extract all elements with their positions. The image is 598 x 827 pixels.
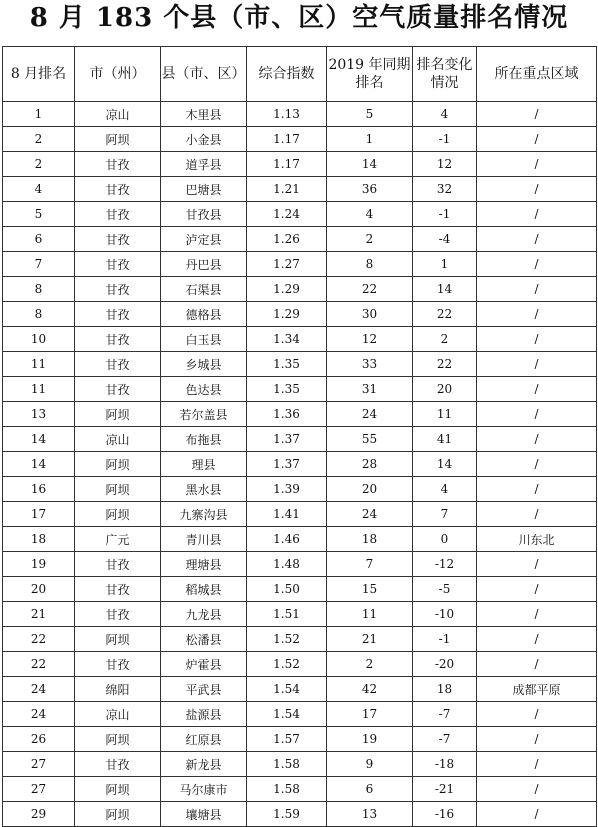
index-cell: 1.37: [247, 452, 327, 477]
region-cell: /: [477, 602, 597, 627]
region-cell: /: [477, 402, 597, 427]
table-row: [3, 102, 597, 127]
rank-change-cell: 11: [413, 402, 477, 427]
prior-rank-cell: 28: [327, 452, 413, 477]
table-row: [3, 277, 597, 302]
index-cell: 1.36: [247, 402, 327, 427]
rank-cell: 27: [3, 752, 75, 777]
index-cell: 1.48: [247, 552, 327, 577]
rank-cell: 18: [3, 527, 75, 552]
prior-rank-cell: 1: [327, 127, 413, 152]
city-cell: 凉山: [75, 102, 161, 127]
rank-cell: 29: [3, 802, 75, 827]
rank-change-cell: -18: [413, 752, 477, 777]
region-cell: /: [477, 352, 597, 377]
rank-cell: 7: [3, 252, 75, 277]
rank-change-cell: -21: [413, 777, 477, 802]
index-cell: 1.46: [247, 527, 327, 552]
prior-rank-cell: 22: [327, 277, 413, 302]
index-cell: 1.37: [247, 427, 327, 452]
region-cell: /: [477, 502, 597, 527]
page-title: 8 月 183 个县（市、区）空气质量排名情况: [29, 3, 569, 33]
city-cell: 甘孜: [75, 327, 161, 352]
table-row: [3, 152, 597, 177]
rank-cell: 19: [3, 552, 75, 577]
region-cell: /: [477, 552, 597, 577]
prior-rank-cell: 30: [327, 302, 413, 327]
city-cell: 甘孜: [75, 352, 161, 377]
table-row: [3, 402, 597, 427]
index-cell: 1.21: [247, 177, 327, 202]
county-cell: 九龙县: [161, 602, 247, 627]
rank-cell: 22: [3, 652, 75, 677]
table-row: [3, 327, 597, 352]
index-cell: 1.35: [247, 352, 327, 377]
index-cell: 1.17: [247, 127, 327, 152]
index-cell: 1.59: [247, 802, 327, 827]
rank-cell: 10: [3, 327, 75, 352]
county-cell: 白玉县: [161, 327, 247, 352]
county-cell: 若尔盖县: [161, 402, 247, 427]
region-cell: /: [477, 702, 597, 727]
table-row: [3, 802, 597, 827]
rank-cell: 1: [3, 102, 75, 127]
header-cell-index: 综合指数: [247, 47, 327, 102]
table-row: [3, 352, 597, 377]
city-cell: 甘孜: [75, 177, 161, 202]
rank-change-cell: -1: [413, 127, 477, 152]
region-cell: /: [477, 277, 597, 302]
county-cell: 木里县: [161, 102, 247, 127]
city-cell: 甘孜: [75, 202, 161, 227]
prior-rank-cell: 15: [327, 577, 413, 602]
county-cell: 九寨沟县: [161, 502, 247, 527]
table-row: [3, 502, 597, 527]
city-cell: 甘孜: [75, 377, 161, 402]
rank-change-cell: -10: [413, 602, 477, 627]
index-cell: 1.29: [247, 302, 327, 327]
city-cell: 甘孜: [75, 277, 161, 302]
header-cell-rank: 8 月排名: [3, 47, 75, 102]
rank-change-cell: 41: [413, 427, 477, 452]
county-cell: 理塘县: [161, 552, 247, 577]
prior-rank-cell: 2: [327, 227, 413, 252]
table-row: [3, 227, 597, 252]
index-cell: 1.50: [247, 577, 327, 602]
prior-rank-cell: 36: [327, 177, 413, 202]
prior-rank-cell: 5: [327, 102, 413, 127]
city-cell: 阿坝: [75, 727, 161, 752]
table-row: [3, 702, 597, 727]
city-cell: 甘孜: [75, 152, 161, 177]
rank-change-cell: -7: [413, 727, 477, 752]
region-cell: /: [477, 627, 597, 652]
county-cell: 红原县: [161, 727, 247, 752]
index-cell: 1.57: [247, 727, 327, 752]
header-cell-city: 市（州）: [75, 47, 161, 102]
rank-change-cell: 7: [413, 502, 477, 527]
rank-cell: 8: [3, 302, 75, 327]
prior-rank-cell: 24: [327, 402, 413, 427]
region-cell: /: [477, 777, 597, 802]
rank-change-cell: 22: [413, 352, 477, 377]
index-cell: 1.27: [247, 252, 327, 277]
county-cell: 黑水县: [161, 477, 247, 502]
index-cell: 1.54: [247, 702, 327, 727]
rank-change-cell: 1: [413, 252, 477, 277]
rank-change-cell: -7: [413, 702, 477, 727]
county-cell: 盐源县: [161, 702, 247, 727]
rank-change-cell: 14: [413, 277, 477, 302]
prior-rank-cell: 4: [327, 202, 413, 227]
table-row: [3, 577, 597, 602]
table-row: [3, 377, 597, 402]
rank-change-cell: -1: [413, 627, 477, 652]
rank-cell: 17: [3, 502, 75, 527]
city-cell: 广元: [75, 527, 161, 552]
county-cell: 小金县: [161, 127, 247, 152]
prior-rank-cell: 33: [327, 352, 413, 377]
rank-change-cell: 20: [413, 377, 477, 402]
rank-cell: 8: [3, 277, 75, 302]
index-cell: 1.41: [247, 502, 327, 527]
rank-cell: 6: [3, 227, 75, 252]
region-cell: /: [477, 202, 597, 227]
rank-change-cell: 14: [413, 452, 477, 477]
prior-rank-cell: 14: [327, 152, 413, 177]
county-cell: 松潘县: [161, 627, 247, 652]
city-cell: 阿坝: [75, 627, 161, 652]
index-cell: 1.54: [247, 677, 327, 702]
rank-cell: 2: [3, 152, 75, 177]
prior-rank-cell: 13: [327, 802, 413, 827]
index-cell: 1.51: [247, 602, 327, 627]
rank-change-cell: 0: [413, 527, 477, 552]
county-cell: 色达县: [161, 377, 247, 402]
prior-rank-cell: 2: [327, 652, 413, 677]
prior-rank-cell: 18: [327, 527, 413, 552]
city-cell: 甘孜: [75, 577, 161, 602]
prior-rank-cell: 55: [327, 427, 413, 452]
region-cell: 川东北: [477, 527, 597, 552]
county-cell: 新龙县: [161, 752, 247, 777]
county-cell: 乡城县: [161, 352, 247, 377]
region-cell: /: [477, 177, 597, 202]
region-cell: /: [477, 302, 597, 327]
county-cell: 德格县: [161, 302, 247, 327]
table-row: [3, 627, 597, 652]
rank-change-cell: 4: [413, 477, 477, 502]
city-cell: 阿坝: [75, 452, 161, 477]
county-cell: 石渠县: [161, 277, 247, 302]
region-cell: /: [477, 577, 597, 602]
county-cell: 甘孜县: [161, 202, 247, 227]
index-cell: 1.34: [247, 327, 327, 352]
city-cell: 凉山: [75, 702, 161, 727]
header-cell-key-region: 所在重点区域: [477, 47, 597, 102]
table-body: [3, 102, 597, 827]
rank-cell: 20: [3, 577, 75, 602]
county-cell: 布拖县: [161, 427, 247, 452]
prior-rank-cell: 9: [327, 752, 413, 777]
county-cell: 道孚县: [161, 152, 247, 177]
index-cell: 1.39: [247, 477, 327, 502]
prior-rank-cell: 8: [327, 252, 413, 277]
city-cell: 阿坝: [75, 802, 161, 827]
city-cell: 甘孜: [75, 752, 161, 777]
city-cell: 甘孜: [75, 227, 161, 252]
rank-cell: 4: [3, 177, 75, 202]
table-row: [3, 177, 597, 202]
header-cell-rank-change: 排名变化情况: [413, 47, 477, 102]
prior-rank-cell: 21: [327, 627, 413, 652]
city-cell: 阿坝: [75, 502, 161, 527]
index-cell: 1.13: [247, 102, 327, 127]
county-cell: 平武县: [161, 677, 247, 702]
rank-change-cell: 32: [413, 177, 477, 202]
rank-change-cell: 22: [413, 302, 477, 327]
prior-rank-cell: 12: [327, 327, 413, 352]
rank-cell: 5: [3, 202, 75, 227]
city-cell: 甘孜: [75, 302, 161, 327]
prior-rank-cell: 31: [327, 377, 413, 402]
prior-rank-cell: 11: [327, 602, 413, 627]
index-cell: 1.58: [247, 777, 327, 802]
city-cell: 阿坝: [75, 477, 161, 502]
region-cell: /: [477, 802, 597, 827]
county-cell: 青川县: [161, 527, 247, 552]
region-cell: /: [477, 477, 597, 502]
rank-cell: 11: [3, 377, 75, 402]
index-cell: 1.52: [247, 627, 327, 652]
ranking-table: [2, 46, 597, 827]
table-row: [3, 427, 597, 452]
rank-change-cell: -4: [413, 227, 477, 252]
county-cell: 泸定县: [161, 227, 247, 252]
region-cell: /: [477, 752, 597, 777]
county-cell: 丹巴县: [161, 252, 247, 277]
region-cell: /: [477, 652, 597, 677]
city-cell: 甘孜: [75, 602, 161, 627]
rank-cell: 14: [3, 427, 75, 452]
table-row: [3, 527, 597, 552]
index-cell: 1.29: [247, 277, 327, 302]
rank-cell: 22: [3, 627, 75, 652]
prior-rank-cell: 42: [327, 677, 413, 702]
table-row: [3, 727, 597, 752]
table-row: [3, 452, 597, 477]
region-cell: /: [477, 102, 597, 127]
region-cell: 成都平原: [477, 677, 597, 702]
index-cell: 1.17: [247, 152, 327, 177]
region-cell: /: [477, 327, 597, 352]
table-row: [3, 202, 597, 227]
table-row: [3, 252, 597, 277]
table-row: [3, 302, 597, 327]
table-row: [3, 777, 597, 802]
prior-rank-cell: 17: [327, 702, 413, 727]
index-cell: 1.58: [247, 752, 327, 777]
header-row: [3, 47, 597, 102]
county-cell: 炉霍县: [161, 652, 247, 677]
rank-cell: 27: [3, 777, 75, 802]
prior-rank-cell: 19: [327, 727, 413, 752]
city-cell: 凉山: [75, 427, 161, 452]
rank-change-cell: -1: [413, 202, 477, 227]
rank-cell: 2: [3, 127, 75, 152]
rank-change-cell: 12: [413, 152, 477, 177]
table-row: [3, 552, 597, 577]
rank-cell: 24: [3, 677, 75, 702]
rank-change-cell: -16: [413, 802, 477, 827]
index-cell: 1.52: [247, 652, 327, 677]
city-cell: 甘孜: [75, 652, 161, 677]
region-cell: /: [477, 227, 597, 252]
prior-rank-cell: 24: [327, 502, 413, 527]
county-cell: 巴塘县: [161, 177, 247, 202]
city-cell: 阿坝: [75, 127, 161, 152]
rank-change-cell: 4: [413, 102, 477, 127]
rank-cell: 21: [3, 602, 75, 627]
rank-change-cell: -12: [413, 552, 477, 577]
table-row: [3, 602, 597, 627]
region-cell: /: [477, 377, 597, 402]
header-cell-2019-rank: 2019 年同期排名: [327, 47, 413, 102]
county-cell: 马尔康市: [161, 777, 247, 802]
region-cell: /: [477, 427, 597, 452]
region-cell: /: [477, 127, 597, 152]
table-row: [3, 652, 597, 677]
rank-change-cell: -5: [413, 577, 477, 602]
rank-change-cell: -20: [413, 652, 477, 677]
city-cell: 绵阳: [75, 677, 161, 702]
county-cell: 壤塘县: [161, 802, 247, 827]
county-cell: 理县: [161, 452, 247, 477]
region-cell: /: [477, 727, 597, 752]
prior-rank-cell: 7: [327, 552, 413, 577]
table-row: [3, 477, 597, 502]
region-cell: /: [477, 152, 597, 177]
rank-cell: 13: [3, 402, 75, 427]
rank-cell: 26: [3, 727, 75, 752]
index-cell: 1.35: [247, 377, 327, 402]
index-cell: 1.24: [247, 202, 327, 227]
city-cell: 甘孜: [75, 252, 161, 277]
rank-cell: 14: [3, 452, 75, 477]
rank-cell: 11: [3, 352, 75, 377]
city-cell: 阿坝: [75, 402, 161, 427]
city-cell: 阿坝: [75, 777, 161, 802]
table-row: [3, 127, 597, 152]
header-cell-county: 县（市、区）: [161, 47, 247, 102]
index-cell: 1.26: [247, 227, 327, 252]
region-cell: /: [477, 452, 597, 477]
table-row: [3, 677, 597, 702]
county-cell: 稻城县: [161, 577, 247, 602]
city-cell: 甘孜: [75, 552, 161, 577]
rank-cell: 16: [3, 477, 75, 502]
region-cell: /: [477, 252, 597, 277]
prior-rank-cell: 20: [327, 477, 413, 502]
rank-change-cell: 2: [413, 327, 477, 352]
rank-cell: 24: [3, 702, 75, 727]
rank-change-cell: 18: [413, 677, 477, 702]
prior-rank-cell: 6: [327, 777, 413, 802]
table-row: [3, 752, 597, 777]
